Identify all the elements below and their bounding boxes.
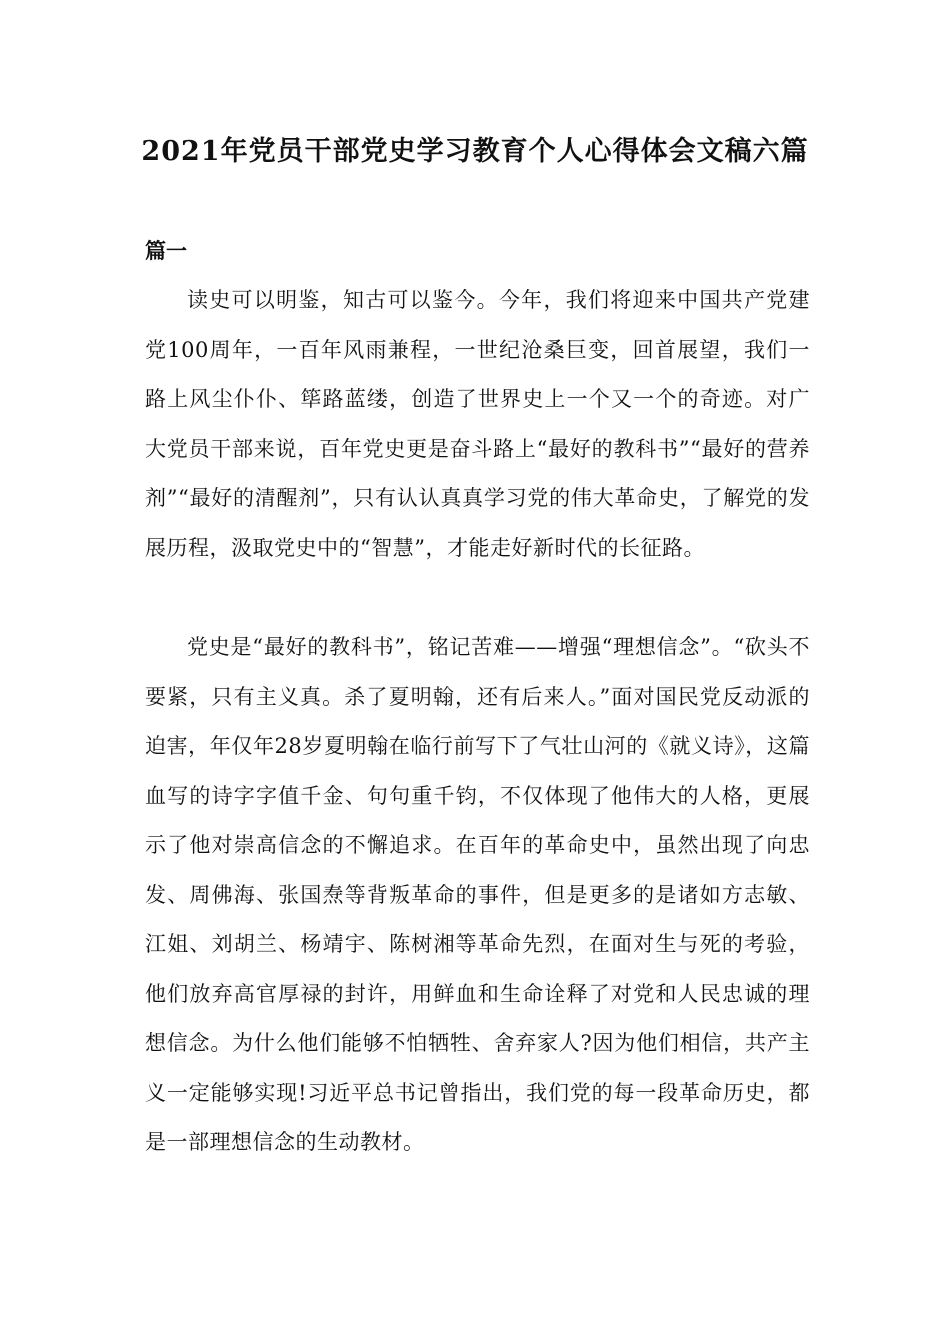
document-title: 2021年党员干部党史学习教育个人心得体会文稿六篇 <box>141 136 809 167</box>
body-paragraph: 党史是“最好的教科书”，铭记苦难——增强“理想信念”。“砍头不要紧，只有主义真。杀了夏明翰，还有后来人。”面对国民党反动派的迫害，年仅年28岁夏明翰在临行前写下了气壮山河的《就义诗》，这篇血写的诗字字值千金、句句重千钧，不仅体现了他伟大的人格，更展示了他对崇高信念的不懈追求。在百年的革命史中，虽然出现了向忠发、周佛海、张国焘等背叛革命的事件，但是更多的是诸如方志敏、江姐、刘胡兰、杨靖宇、陈树湘等革命先烈，在面对生与死的考验，他们放弃高官厚禄的封许，用鲜血和生命诠释了对党和人民忠诚的理想信念。为什么他们能够不怕牺牲、舍弃家人?因为他们相信，共产主义一定能够实现!习近平总书记曾指出，我们党的每一段革命历史，都是一部理想信念的生动教材。 <box>145 635 810 1154</box>
body-paragraph: 读史可以明鉴，知古可以鉴今。今年，我们将迎来中国共产党建党100周年，一百年风雨兼程，一世纪沧桑巨变，回首展望，我们一路上风尘仆仆、筚路蓝缕，创造了世界史上一个又一个的奇迹。对广大党员干部来说，百年党史更是奋斗路上“最好的教科书”“最好的营养剂”“最好的清醒剂”，只有认认真真学习党的伟大革命史，了解党的发展历程，汲取党史中的“智慧”，才能走好新时代的长征路。 <box>145 288 810 560</box>
section-heading: 篇一 <box>145 238 187 263</box>
